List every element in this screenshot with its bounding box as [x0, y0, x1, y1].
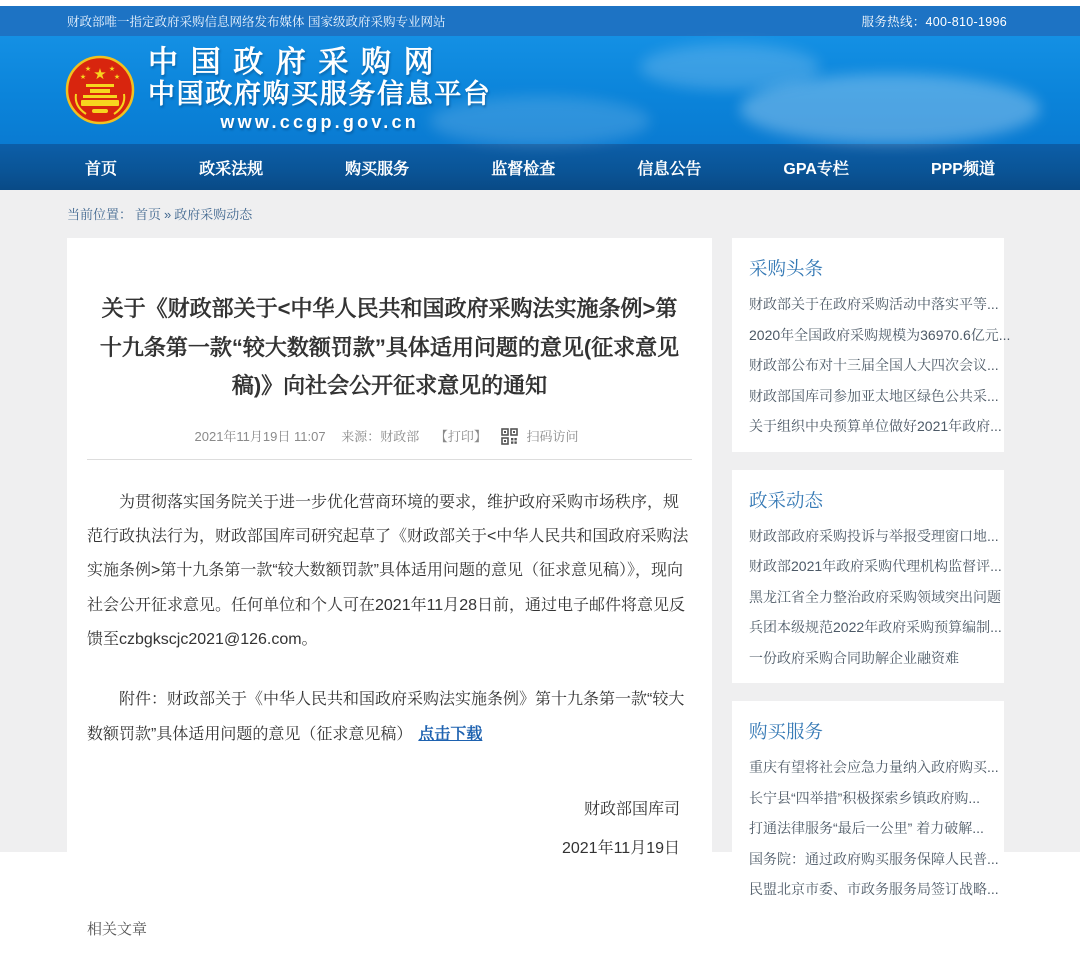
list-item[interactable]: 财政部公布对十三届全国人大四次会议... [749, 357, 999, 374]
main-navigation [0, 144, 1080, 190]
breadcrumb-separator: » [164, 207, 172, 222]
article-source: 来源：财政部 [341, 428, 420, 444]
sidebar-section-procurement-news [732, 470, 1004, 684]
signature-org: 财政部国库司 [583, 801, 680, 819]
list-item[interactable]: 一份政府采购合同助解企业融资难 [749, 649, 959, 666]
site-subtitle: 中国政府购买服务信息平台 [148, 78, 492, 109]
list-item[interactable]: 2020年全国政府采购规模为36970.6亿元... [749, 326, 1011, 343]
list-item[interactable]: 财政部国库司参加亚太地区绿色公共采... [749, 387, 999, 404]
nav-item-announcements[interactable]: 信息公告 [637, 160, 702, 178]
related-articles-title: 相关文章 [87, 921, 148, 939]
nav-item-ppp[interactable]: PPP频道 [930, 160, 995, 178]
article-signature [87, 796, 692, 858]
list-item[interactable]: 兵团本级规范2022年政府采购预算编制... [749, 619, 1002, 636]
scan-access-button[interactable] [502, 429, 584, 444]
sidebar [732, 238, 1011, 964]
list-item[interactable]: 打通法律服务“最后一公里” 着力破解... [749, 820, 984, 837]
nav-item-home[interactable]: 首页 [85, 160, 118, 178]
list-item[interactable]: 长宁县“四举措”积极探索乡镇政府购... [749, 789, 980, 806]
topbar-slogan: 财政部唯一指定政府采购信息网络发布媒体 国家级政府采购专业网站 [67, 15, 446, 29]
nav-item-regulations[interactable]: 政采法规 [199, 160, 264, 178]
breadcrumb-home-link[interactable]: 首页 [135, 207, 162, 222]
sidebar-section-purchase-services [732, 701, 1004, 915]
site-header [0, 36, 1080, 144]
site-name: 中国政府采购网 [148, 46, 447, 80]
list-item[interactable]: 国务院：通过政府购买服务保障人民普... [749, 850, 999, 867]
list-item[interactable]: 财政部关于在政府采购活动中落实平等... [749, 296, 999, 312]
signature-date: 2021年11月19日 [561, 840, 680, 858]
svg-text:★: ★ [108, 66, 116, 73]
article-panel [67, 238, 712, 888]
list-item[interactable]: 关于组织中央预算单位做好2021年政府... [749, 418, 1002, 435]
list-item[interactable]: 重庆有望将社会应急力量纳入政府购买... [749, 759, 999, 776]
article-paragraph-1: 为贯彻落实国务院关于进一步优化营商环境的要求，维护政府采购市场秩序，规范行政执法行为，财政部国库司研究起草了《财政部关于<中华人民共和国政府采购法实施条例>第十九条第一款“较大数额罚款”具体适用问题的意见（征求意见稿）》，现向社会公开征求意见。任何单位和个人可在2021年11月28日前，通过电子邮件将意见反馈至czbgkscjc2021@126.com。 [87, 493, 689, 649]
breadcrumb-label: 当前位置： [67, 207, 133, 222]
print-button[interactable]: 【打印】 [434, 428, 487, 444]
site-url: www.ccgp.gov.cn [220, 111, 420, 132]
service-hotline: 服务热线：400-810-1996 [861, 15, 1007, 29]
list-item[interactable]: 财政部2021年政府采购代理机构监督评... [749, 558, 1002, 575]
nav-item-gpa[interactable]: GPA专栏 [783, 160, 849, 178]
sidebar-section-title[interactable]: 采购头条 [749, 258, 824, 279]
top-bar [0, 6, 1080, 36]
article-title: 关于《财政部关于<中华人民共和国政府采购法实施条例>第十九条第一款“较大数额罚款”具体适用问题的意见(征求意见稿)》向社会公开征求意见的通知 [99, 296, 680, 398]
article-date: 2021年11月19日 11:07 [194, 428, 326, 444]
article-paragraph-2 [87, 683, 692, 752]
list-item[interactable]: 民盟北京市委、市政务服务局签订战略... [749, 881, 999, 898]
sidebar-section-title[interactable]: 政采动态 [749, 489, 824, 511]
breadcrumb-current-link[interactable]: 政府采购动态 [174, 207, 253, 222]
related-articles-panel [67, 904, 712, 964]
svg-text:★: ★ [113, 74, 121, 81]
article-body [87, 486, 692, 753]
sidebar-section-procurement-headlines [732, 238, 1011, 452]
scan-access-label: 扫码访问 [526, 428, 579, 444]
sidebar-section-title[interactable]: 购买服务 [749, 721, 824, 743]
svg-text:★: ★ [84, 66, 92, 73]
breadcrumb [67, 204, 1080, 224]
article-meta [87, 426, 692, 460]
list-item[interactable]: 黑龙江省全力整治政府采购领域突出问题 [749, 588, 1001, 605]
svg-text:★: ★ [93, 66, 107, 83]
attachment-text: 附件：财政部关于《中华人民共和国政府采购法实施条例》第十九条第一款“较大数额罚款”具体适用问题的意见（征求意见稿） [87, 691, 685, 743]
national-emblem-logo [64, 54, 136, 126]
qr-code-icon [502, 429, 517, 444]
download-link[interactable]: 点击下载 [418, 725, 483, 743]
svg-text:★: ★ [79, 74, 87, 81]
list-item[interactable]: 财政部政府采购投诉与举报受理窗口地... [749, 527, 999, 544]
nav-item-purchase-services[interactable]: 购买服务 [345, 160, 410, 178]
content-area [0, 190, 1080, 939]
nav-item-supervision[interactable]: 监督检查 [491, 160, 556, 178]
